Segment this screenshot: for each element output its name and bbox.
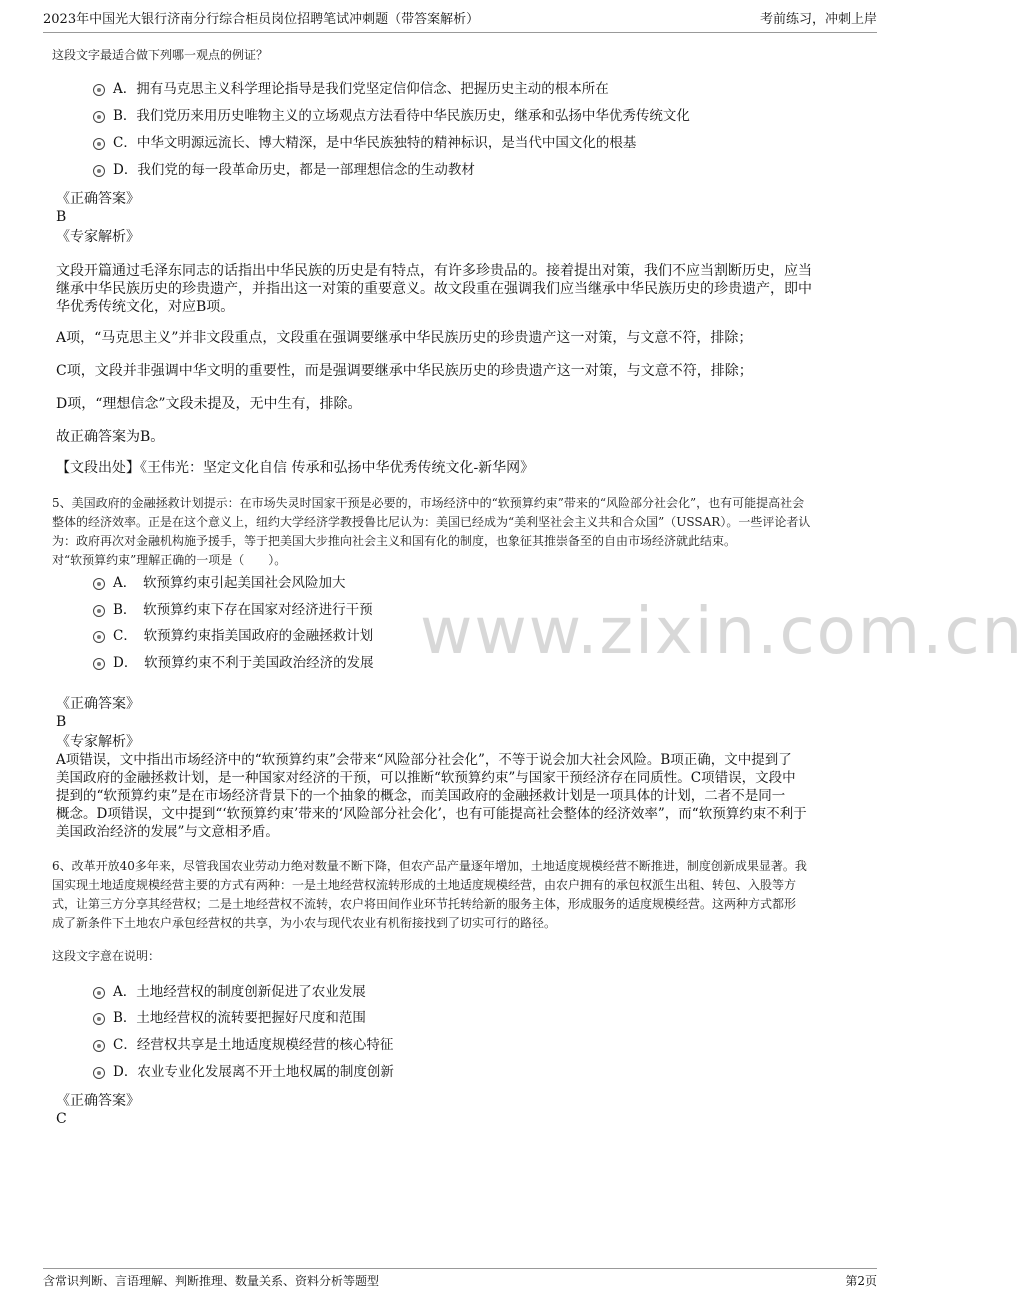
q5-analysis-line-3: 提到的“软预算约束”是在市场经济背景下的一个抽象的概念，而美国政府的金融拯救计划是一项具体的计划，二者不是同一 — [56, 788, 786, 804]
option-label: C．经营权共享是土地适度规模经营的核心特征 — [113, 1037, 394, 1053]
q6-stem-line-2: 国实现土地适度规模经营主要的方式有两种：一是土地经营权流转形成的土地适度规模经营，由农户拥有的承包权派生出租、转包、入股等方 — [52, 878, 797, 892]
document-title: 2023年中国光大银行济南分行综合柜员岗位招聘笔试冲刺题（带答案解析） — [43, 12, 480, 27]
q4-source: 【文段出处】《王伟光：坚定文化自信 传承和弘扬中华优秀传统文化-新华网》 — [56, 460, 535, 476]
option-label: D．我们党的每一段革命历史，都是一部理想信念的生动教材 — [113, 162, 475, 178]
radio-icon[interactable] — [93, 165, 105, 177]
radio-icon[interactable] — [93, 1067, 105, 1079]
option-label: A．土地经营权的制度创新促进了农业发展 — [113, 984, 366, 1000]
q5-stem-line-3: 为：政府再次对金融机构施予援手，等于把美国大步推向社会主义和国有化的制度，也象征其推崇备至的自由市场经济就此结束。 — [52, 534, 737, 548]
q4-answer-label: 《正确答案》 — [56, 191, 140, 207]
q5-analysis-line-5: 美国政治经济的发展”与文意相矛盾。 — [56, 824, 279, 840]
q4-analysis-label: 《专家解析》 — [56, 229, 140, 245]
q5-stem-line-4: 对“软预算约束”理解正确的一项是（ ）。 — [52, 553, 287, 567]
option-label: D． 软预算约束不利于美国政治经济的发展 — [113, 655, 374, 671]
q4-option-c[interactable] — [93, 133, 636, 153]
radio-icon[interactable] — [93, 658, 105, 670]
option-label: A． 软预算约束引起美国社会风险加大 — [113, 575, 346, 591]
q4-option-a[interactable] — [93, 79, 609, 99]
q6-option-d[interactable] — [93, 1062, 394, 1082]
radio-icon[interactable] — [93, 1040, 105, 1052]
q4-item-a: A项，“马克思主义”并非文段重点，文段重在强调要继承中华民族历史的珍贵遗产这一对策，与文意不符，排除； — [56, 330, 753, 346]
footer-note: 含常识判断、言语理解、判断推理、数量关系、资料分析等题型 — [43, 1274, 380, 1288]
radio-icon[interactable] — [93, 605, 105, 617]
radio-icon[interactable] — [93, 111, 105, 123]
q4-item-d: D项，“理想信念”文段未提及，无中生有，排除。 — [56, 396, 362, 412]
q5-answer: B — [56, 714, 67, 730]
q5-analysis-line-4: 概念。D项错误，文中提到“‘软预算约束’带来的‘风险部分社会化’，也有可能提高社会整体的经济效率”，而“软预算约束不利于 — [56, 806, 807, 822]
q5-option-c[interactable] — [93, 626, 373, 646]
option-label: B．土地经营权的流转要把握好尺度和范围 — [113, 1010, 366, 1026]
q5-answer-label: 《正确答案》 — [56, 696, 140, 712]
radio-icon[interactable] — [93, 138, 105, 150]
option-label: B． 软预算约束下存在国家对经济进行干预 — [113, 602, 373, 618]
q4-analysis-line-3: 华优秀传统文化，对应B项。 — [56, 299, 235, 315]
q6-option-c[interactable] — [93, 1035, 393, 1055]
q4-analysis-line-1: 文段开篇通过毛泽东同志的话指出中华民族的历史是有特点，有许多珍贵品的。接着提出对策，我们不应当割断历史，应当 — [56, 263, 812, 279]
q5-option-d[interactable] — [93, 653, 374, 673]
page-header — [43, 8, 877, 33]
q4-option-d[interactable] — [93, 160, 475, 180]
q4-conclusion: 故正确答案为B。 — [56, 429, 165, 445]
q4-item-c: C项，文段并非强调中华文明的重要性，而是强调要继承中华民族历史的珍贵遗产这一对策，与文意不符，排除； — [56, 363, 753, 379]
option-label: C． 软预算约束指美国政府的金融拯救计划 — [113, 628, 374, 644]
q5-analysis-label: 《专家解析》 — [56, 734, 140, 750]
q4-option-b[interactable] — [93, 106, 690, 126]
q5-stem-line-2: 整体的经济效率。正是在这个意义上，纽约大学经济学教授鲁比尼认为：美国已经成为“美利坚社会主义共和合众国”（USSAR）。一些评论者认 — [52, 515, 811, 529]
q6-stem-line-3: 式，让第三方分享其经营权；二是土地经营权不流转，农户将田间作业环节托转给新的服务主体，形成服务的适度规模经营。这两种方式都形 — [52, 897, 797, 911]
option-label: A．拥有马克思主义科学理论指导是我们党坚定信仰信念、把握历史主动的根本所在 — [113, 81, 609, 97]
page-number: 第2页 — [845, 1274, 877, 1288]
option-label: C．中华文明源远流长、博大精深，是中华民族独特的精神标识，是当代中国文化的根基 — [113, 135, 637, 151]
q4-stem: 这段文字最适合做下列哪一观点的例证？ — [52, 48, 269, 62]
q5-analysis-line-1: A项错误，文中指出市场经济中的“软预算约束”会带来“风险部分社会化”，不等于说会加大社会风险。B项正确，文中提到了 — [56, 752, 792, 768]
header-slogan: 考前练习，冲刺上岸 — [759, 12, 877, 27]
radio-icon[interactable] — [93, 987, 105, 999]
q6-question: 这段文字意在说明： — [52, 949, 161, 963]
radio-icon[interactable] — [93, 1013, 105, 1025]
q6-answer: C — [56, 1111, 67, 1127]
radio-icon[interactable] — [93, 578, 105, 590]
radio-icon[interactable] — [93, 84, 105, 96]
q4-analysis-line-2: 继承中华民族历史的珍贵遗产，并指出这一对策的重要意义。故文段重在强调我们应当继承中华民族历史的珍贵遗产，即中 — [56, 281, 812, 297]
q5-option-b[interactable] — [93, 600, 373, 620]
q6-stem-line-1: 6、改革开放40多年来，尽管我国农业劳动力绝对数量不断下降，但农产品产量逐年增加，土地适度规模经营不断推进，制度创新成果显著。我 — [52, 859, 807, 873]
q6-stem-line-4: 成了新条件下土地农户承包经营权的共享，为小农与现代农业有机衔接找到了切实可行的路径。 — [52, 916, 557, 930]
radio-icon[interactable] — [93, 631, 105, 643]
q5-option-a[interactable] — [93, 573, 346, 593]
option-label: B．我们党历来用历史唯物主义的立场观点方法看待中华民族历史，继承和弘扬中华优秀传统文化 — [113, 108, 690, 124]
option-label: D．农业专业化发展离不开土地权属的制度创新 — [113, 1064, 394, 1080]
q6-answer-label: 《正确答案》 — [56, 1093, 140, 1109]
q5-stem-line-1: 5、美国政府的金融拯救计划提示：在市场失灵时国家干预是必要的，市场经济中的“软预算约束”带来的“风险部分社会化”，也有可能提高社会 — [52, 496, 805, 510]
page-footer — [43, 1268, 877, 1293]
watermark: www.zixin.com.cn — [420, 595, 1024, 669]
q4-answer: B — [56, 209, 67, 225]
q5-analysis-line-2: 美国政府的金融拯救计划，是一种国家对经济的干预，可以推断“软预算约束”与国家干预经济存在同质性。C项错误，文段中 — [56, 770, 796, 786]
q6-option-b[interactable] — [93, 1008, 366, 1028]
q6-option-a[interactable] — [93, 982, 366, 1002]
